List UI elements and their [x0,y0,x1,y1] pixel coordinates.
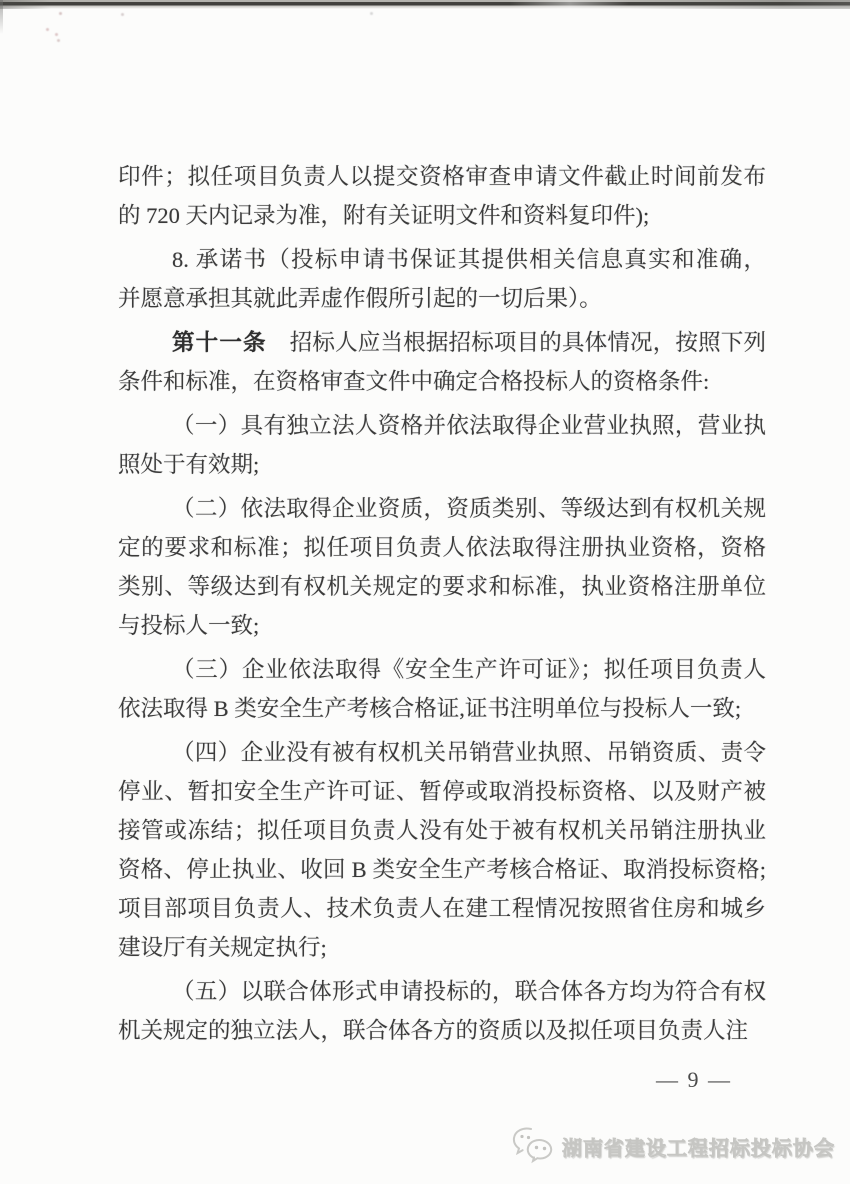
document-body [118,157,766,1050]
text-line: 类别、等级达到有权机关规定的要求和标准，执业资格注册单位 [118,574,766,599]
paragraph [118,323,766,401]
text-line: 印件；拟任项目负责人以提交资格审查申请文件截止时间前发布 [118,164,766,189]
text-line: 的 720 天内记录为准，附有关证明文件和资料复印件); [118,203,650,228]
text-line: 机关规定的独立法人，联合体各方的资质以及拟任项目负责人注 [118,1018,749,1043]
text-line: 照处于有效期; [118,452,260,477]
pen-speck [57,39,60,42]
text-line: 接管或冻结；拟任项目负责人没有处于被有权机关吊销注册执业 [118,818,766,843]
article-number: 第十一条 [172,330,267,355]
pen-speck [46,28,49,31]
text-line: 资格、停止执业、收回 B 类安全生产考核合格证、取消投标资格; [118,857,766,882]
scan-top-edge [0,0,850,9]
text-line: 定的要求和标准；拟任项目负责人依法取得注册执业资格，资格 [118,535,766,560]
page-number: — 9 — [656,1067,732,1092]
watermark-text: 湖南省建设工程招标投标协会 [562,1137,835,1160]
paragraph [118,733,766,967]
scan-left-corner-shadow [0,0,3,34]
text-line: 第十一条 招标人应当根据招标项目的具体情况，按照下列 [172,330,766,355]
text-line: 与投标人一致; [118,613,260,638]
text-line: （四）企业没有被有权机关吊销营业执照、吊销资质、责令 [172,740,766,765]
paragraph [118,489,766,645]
text-line: （三）企业依法取得《安全生产许可证》；拟任项目负责人 [172,657,766,682]
pen-speck [59,12,62,15]
text-line: 停业、暂扣安全生产许可证、暂停或取消投标资格、以及财产被 [118,779,766,804]
paragraph [118,972,766,1050]
watermark [510,1124,835,1168]
text-line: 建设厅有关规定执行; [118,935,327,960]
text-line: 项目部项目负责人、技术负责人在建工程情况按照省住房和城乡 [118,896,766,921]
paragraph [118,406,766,484]
paragraph [118,240,766,318]
paragraph [118,650,766,728]
text-line: 依法取得 B 类安全生产考核合格证,证书注明单位与投标人一致; [118,696,742,721]
pen-speck [370,12,373,15]
paragraph [118,157,766,235]
pen-speck [55,33,58,36]
text-line: （二）依法取得企业资质，资质类别、等级达到有权机关规 [172,496,766,521]
text-line: （五）以联合体形式申请投标的，联合体各方均为符合有权 [172,979,766,1004]
wechat-logo-icon [510,1124,556,1169]
pen-speck [121,13,124,16]
text-line: （一）具有独立法人资格并依法取得企业营业执照，营业执 [172,413,766,438]
text-line: 并愿意承担其就此弄虚作假所引起的一切后果）。 [118,286,602,311]
text-line: 8. 承诺书（投标申请书保证其提供相关信息真实和准确， [172,247,766,272]
text-line: 条件和标准，在资格审查文件中确定合格投标人的资格条件: [118,369,710,394]
